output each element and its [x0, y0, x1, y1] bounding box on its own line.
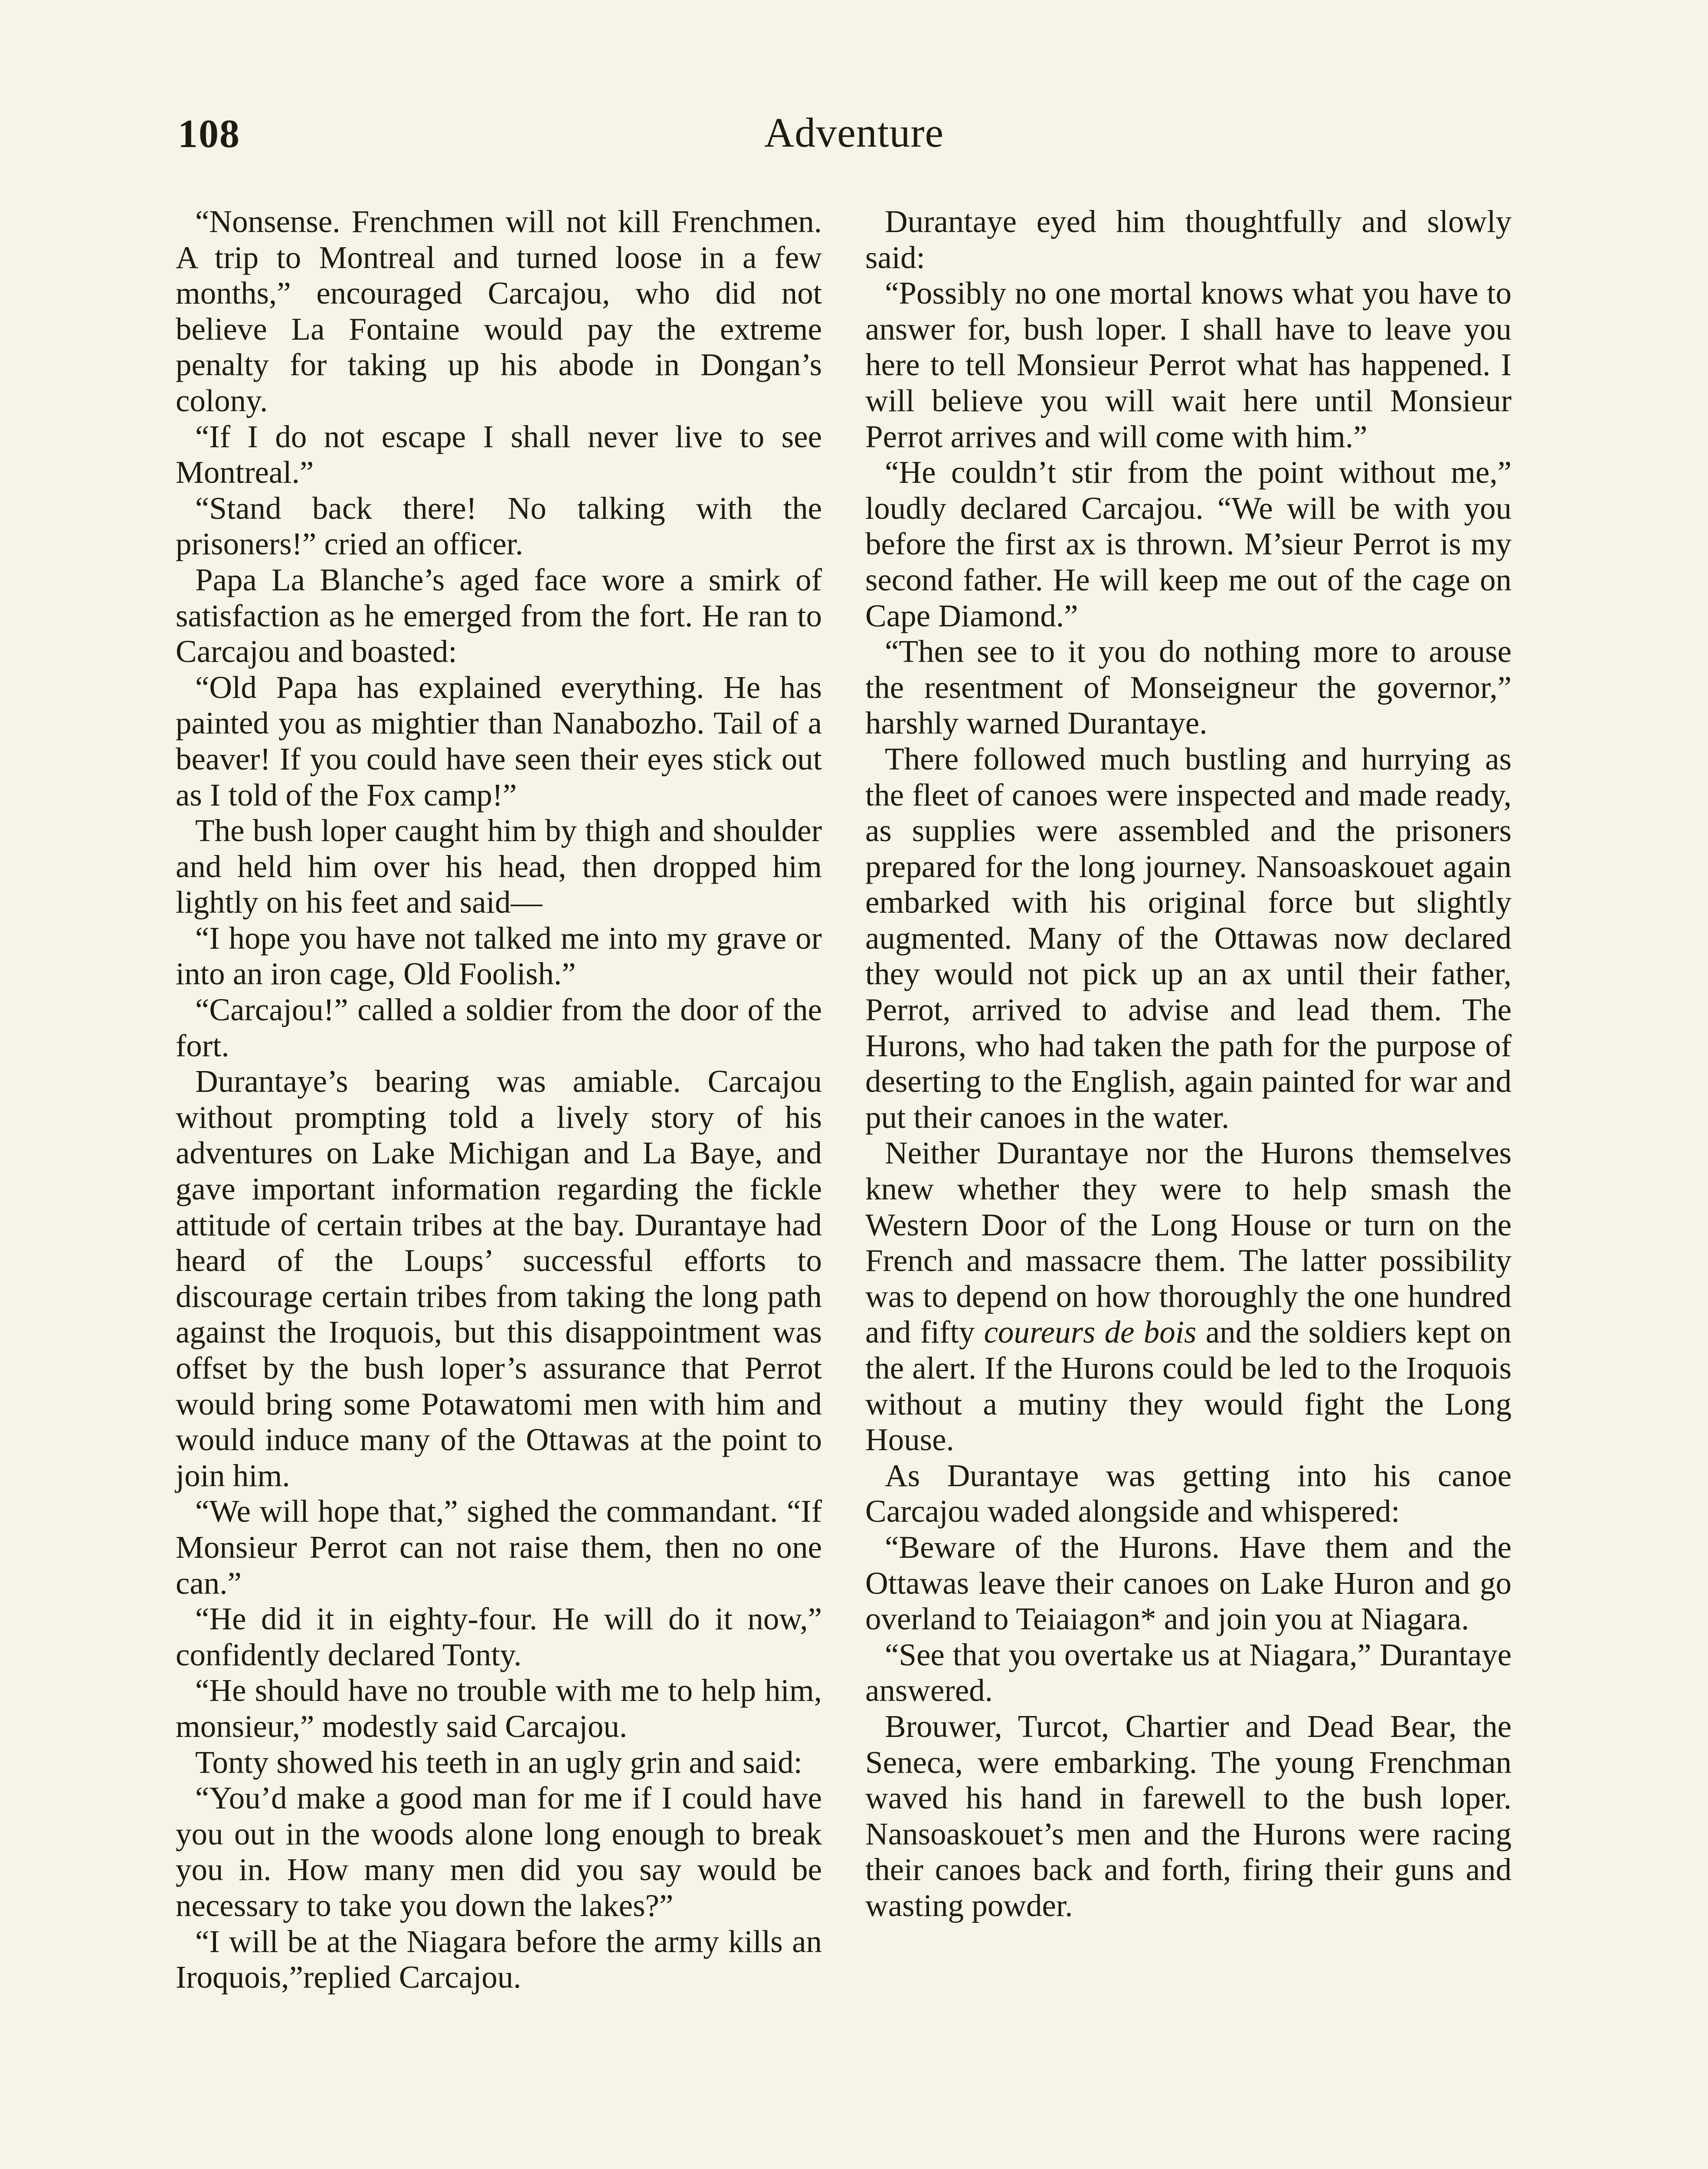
paragraph: “You’d make a good man for me if I could have you out in the woods alone long enough to break you in. How many men did you say would be necessary to take you down the lakes?” [176, 1780, 822, 1923]
page-number: 108 [178, 111, 240, 156]
left-text-column [176, 204, 822, 1995]
paragraph: “We will hope that,” sighed the commandant. “If Monsieur Perrot can not raise them, then no one can.” [176, 1494, 822, 1601]
paragraph: Tonty showed his teeth in an ugly grin and said: [195, 1744, 802, 1780]
paragraph: Neither Durantaye nor the Hurons themselves knew whether they were to help smash the Western Door of the Long House or turn on the French and massacre them. The latter possibility was to depend on how thoroughly the one hundred and fifty coureurs de bois and the soldiers kept on the alert. If the Hurons could be led to the Iroquois without a mutiny they would fight the Long House. [865, 1135, 1512, 1458]
paragraph: As Durantaye was getting into his canoe Carcajou waded alongside and whispered: [865, 1458, 1512, 1529]
paragraph: “If I do not escape I shall never live to see Montreal.” [176, 419, 822, 490]
paragraph: The bush loper caught him by thigh and shoulder and held him over his head, then dropped him lightly on his feet and said— [176, 813, 822, 920]
paragraph: Brouwer, Turcot, Chartier and Dead Bear, the Seneca, were embarking. The young Frenchman waved his hand in farewell to the bush loper. Nansoaskouet’s men and the Hurons were racing their canoes back and forth, firing their guns and wasting powder. [865, 1708, 1512, 1923]
paragraph: “Possibly no one mortal knows what you have to answer for, bush loper. I shall have to leave you here to tell Monsieur Perrot what has happened. I will believe you will wait here until Monsieur Perrot arrives and will come with him.” [865, 275, 1512, 454]
paragraph: “See that you overtake us at Niagara,” Durantaye answered. [865, 1637, 1512, 1708]
italic-phrase: coureurs de bois [984, 1314, 1197, 1350]
paragraph: “Beware of the Hurons. Have them and the Ottawas leave their canoes on Lake Huron and go overland to Teiaiagon* and join you at Niagara. [865, 1529, 1512, 1637]
paragraph: “Then see to it you do nothing more to arouse the resentment of Monseigneur the governor,” harshly warned Durantaye. [865, 634, 1512, 741]
paragraph: “He should have no trouble with me to help him, monsieur,” modestly said Carcajou. [176, 1673, 822, 1744]
paragraph: “I hope you have not talked me into my grave or into an iron cage, Old Foolish.” [176, 920, 822, 992]
paragraph: Durantaye’s bearing was amiable. Carcajou without prompting told a lively story of his adventures on Lake Michigan and La Baye, and gave important information regarding the fickle attitude of certain tribes at the bay. Durantaye had heard of the Loups’ successful efforts to discourage certain tribes from taking the long path against the Iroquois, but this disappointment was offset by the bush loper’s assurance that Perrot would bring some Potawatomi men with him and would induce many of the Ottawas at the point to join him. [176, 1064, 822, 1493]
paragraph: “Old Papa has explained everything. He has painted you as mightier than Nanabozho. Tail of a beaver! If you could have seen their eyes stick out as I told of the Fox camp!” [176, 669, 822, 813]
right-text-column [865, 204, 1512, 1924]
paragraph: Papa La Blanche’s aged face wore a smirk of satisfaction as he emerged from the fort. He ran to Carcajou and boasted: [176, 562, 822, 669]
running-title: Adventure [764, 109, 944, 156]
paragraph: “Carcajou!” called a soldier from the door of the fort. [176, 992, 822, 1063]
paragraph: “Nonsense. Frenchmen will not kill Frenchmen. A trip to Montreal and turned loose in a few months,” encouraged Carcajou, who did not believe La Fontaine would pay the extreme penalty for taking up his abode in Dongan’s colony. [176, 204, 822, 418]
paragraph: “He did it in eighty-four. He will do it now,” confidently declared Tonty. [176, 1601, 822, 1672]
paragraph: “Stand back there! No talking with the prisoners!” cried an officer. [176, 490, 822, 562]
paragraph: “I will be at the Niagara before the army kills an Iroquois,”replied Carcajou. [176, 1923, 822, 1995]
paragraph: “He couldn’t stir from the point without me,” loudly declared Carcajou. “We will be with you before the first ax is thrown. M’sieur Perrot is my second father. He will keep me out of the cage on Cape Diamond.” [865, 455, 1512, 633]
paragraph: There followed much bustling and hurrying as the fleet of canoes were inspected and made ready, as supplies were assembled and the prisoners prepared for the long journey. Nansoaskouet again embarked with his original force but slightly augmented. Many of the Ottawas now declared they would not pick up an ax until their father, Perrot, arrived to advise and lead them. The Hurons, who had taken the path for the purpose of deserting to the English, again painted for war and put their canoes in the water. [865, 741, 1512, 1135]
paragraph: Durantaye eyed him thoughtfully and slowly said: [865, 204, 1512, 275]
